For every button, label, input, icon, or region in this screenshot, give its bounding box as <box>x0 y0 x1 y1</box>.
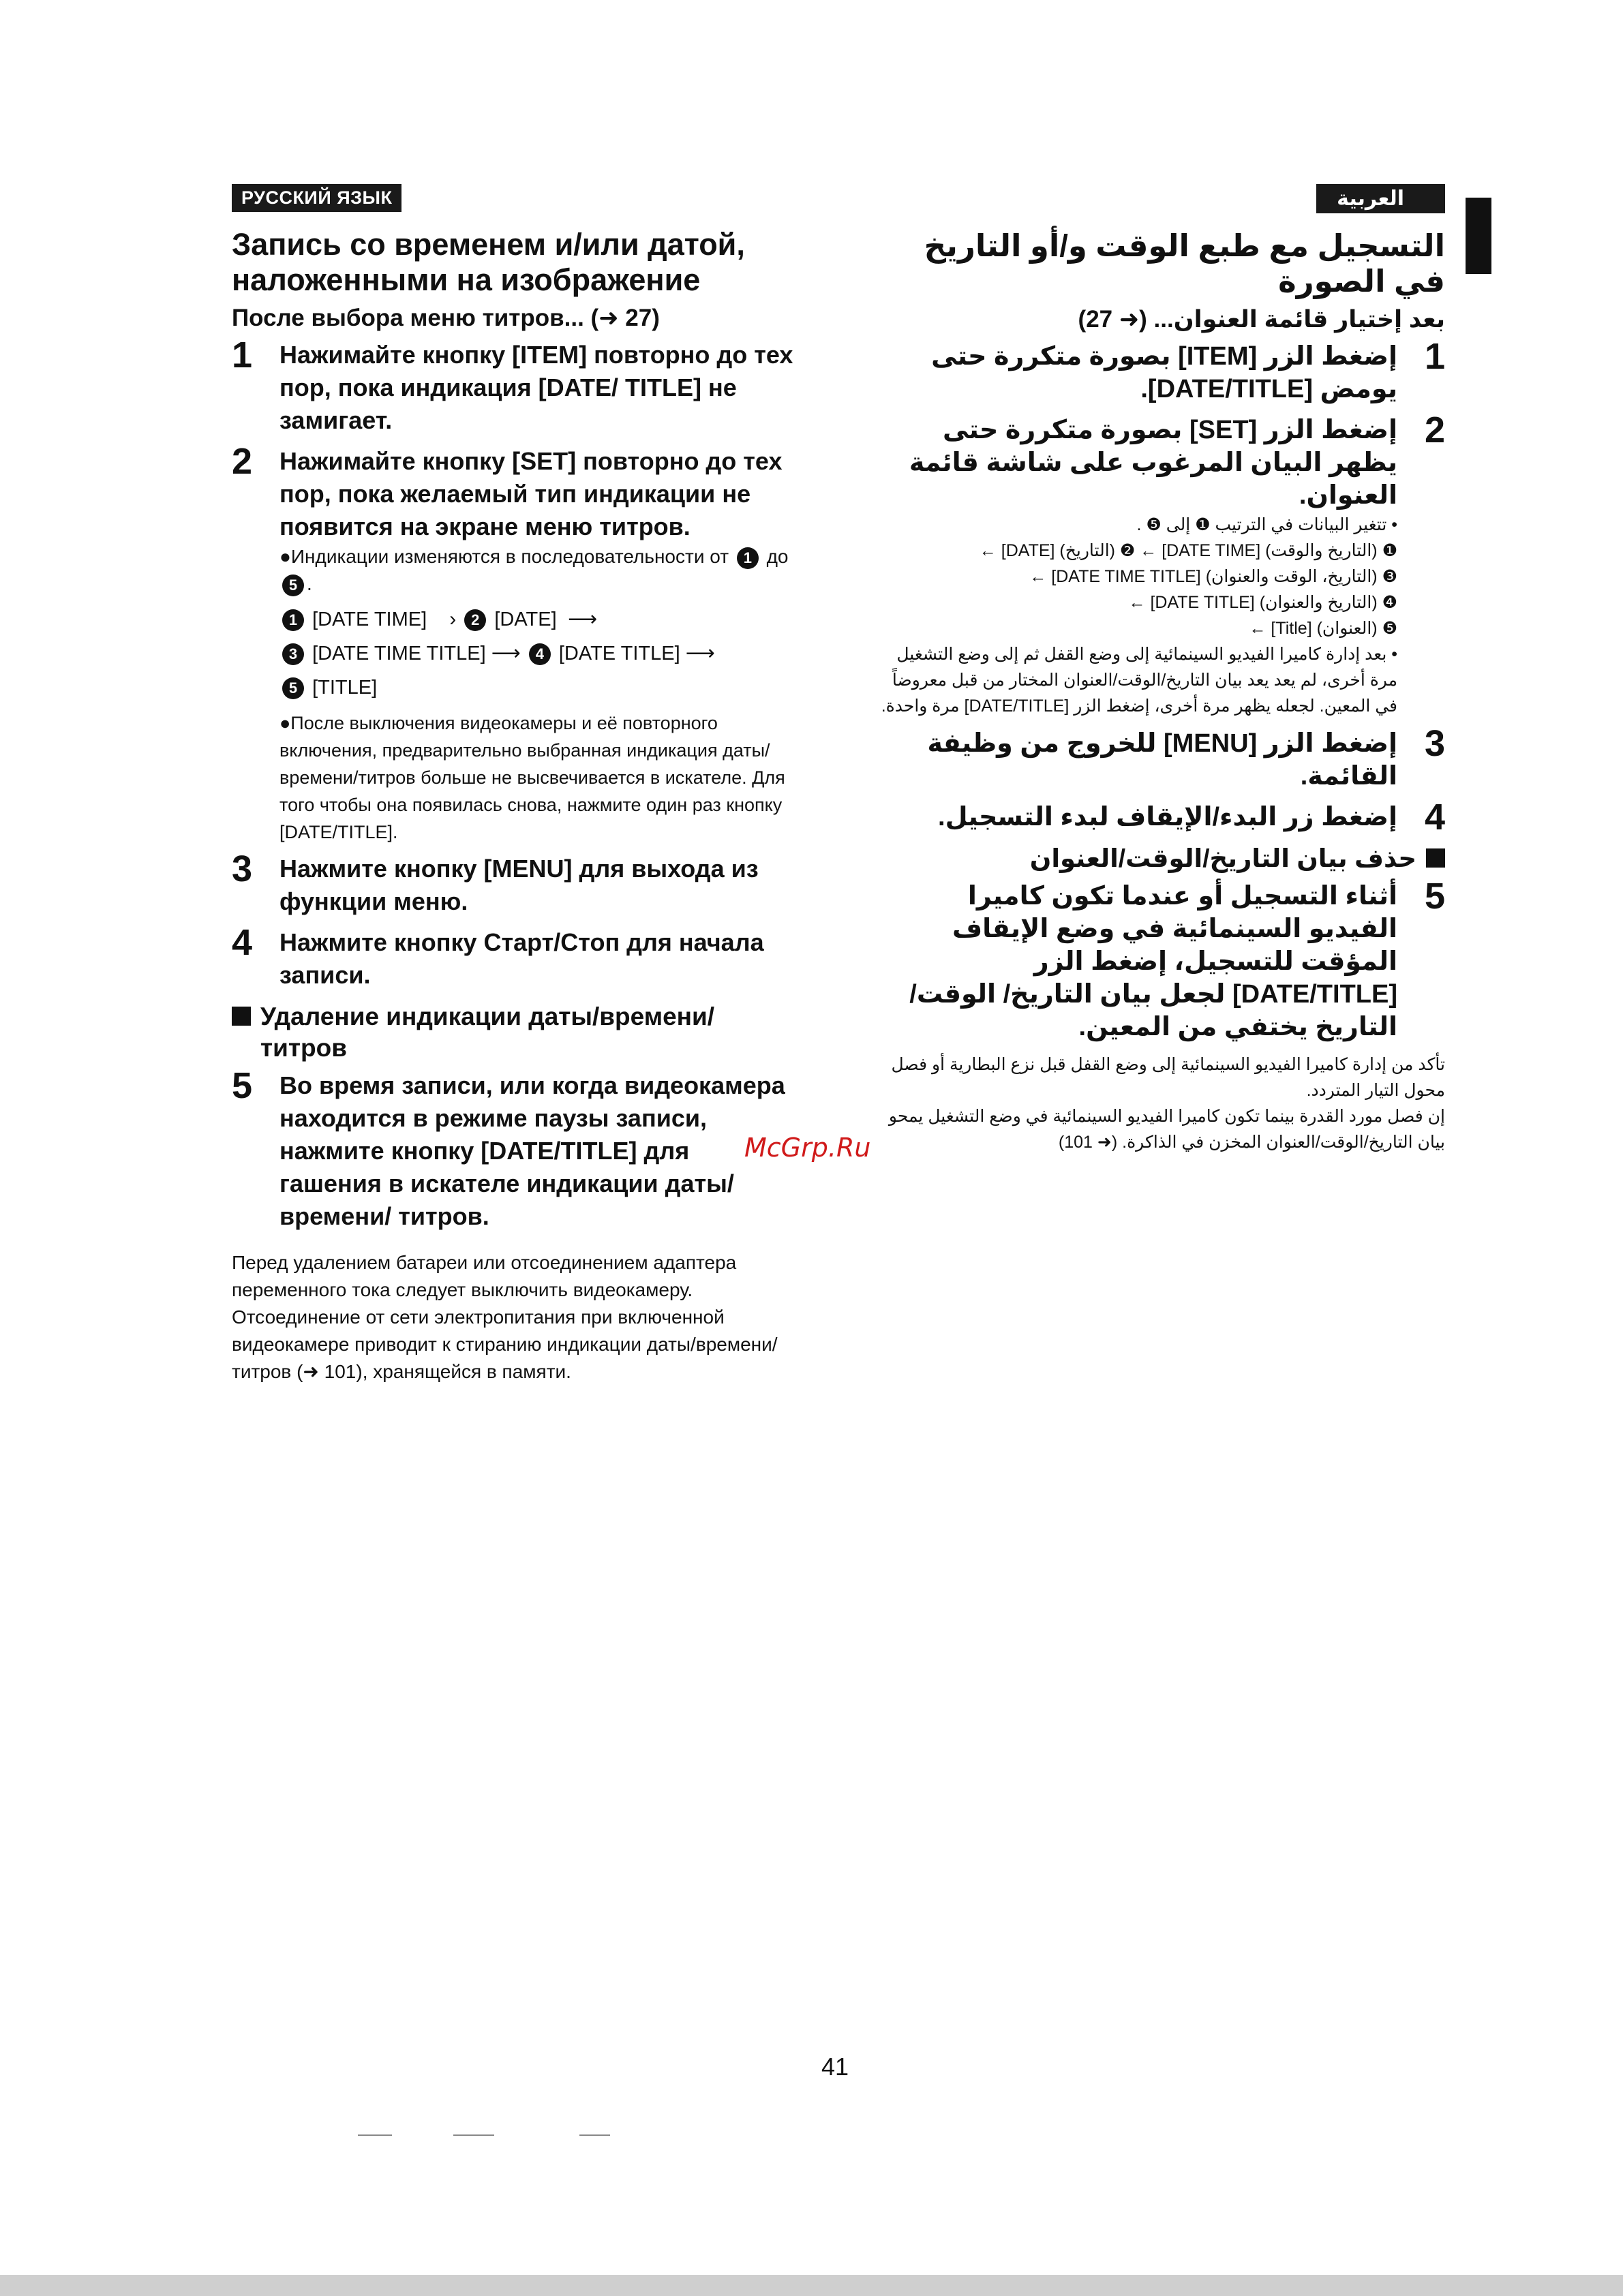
step-number: 5 <box>1424 876 1445 917</box>
page-title-russian: Запись со временем и/или датой, наложенными на изображение <box>232 227 745 297</box>
seq-date-time: [DATE TIME] <box>312 609 427 630</box>
sequence-line-ar-2: ❸ (التاريخ، الوقت والعنوان) [DATE TIME TITLE] ← <box>1029 567 1397 586</box>
step-number: 3 <box>232 848 253 889</box>
ar-step-3 <box>879 723 1445 793</box>
footer-note-arabic-1: تأكد من إدارة كاميرا الفيديو السينمائية إلى وضع القفل قبل نزع البطارية أو فصل محول التيار المتردد. <box>891 1055 1445 1100</box>
step-number: 5 <box>232 1065 253 1106</box>
footer-note-arabic-2: إن فصل مورد القدرة بينما تكون كاميرا الفيديو السينمائية في وضع التشغيل يمحو بيان التاريخ/الوقت/العنوان المخزن في الذاكرة. (➜ 101) <box>888 1107 1445 1152</box>
sequence-line-ar-4: ❺ (العنوان) [Title] ← <box>1249 619 1397 638</box>
step-body <box>879 414 1397 719</box>
step-text: أثناء التسجيل أو عندما تكون كاميرا الفيديو السينمائية في وضع الإيقاف المؤقت للتسجيل، إضغط الزر [DATE/TITLE] لجعل بيان التاريخ/ الوقت/التاريخ يختفي من المعين. <box>909 882 1397 1041</box>
order-note: ●Индикации изменяются в последовательности от 1 до 5 . <box>279 543 798 598</box>
note-after-power-off: ●После выключения видеокамеры и её повторного включения, предварительно выбранная индикация даты/времени/титров больше не высвечивается в искателе. Для того чтобы она появилась снова, нажмите один раз кнопку [DATE/TITLE]. <box>279 713 785 842</box>
step-text: إضغط الزر [MENU] للخروج من وظيفة القائمة. <box>927 729 1397 791</box>
step-text: إضغط الزر [SET] بصورة متكررة حتى يظهر البيان المرغوب على شاشة قائمة العنوان. <box>909 416 1397 510</box>
step-body <box>279 445 798 598</box>
square-bullet-icon <box>232 1007 251 1026</box>
step-number: 2 <box>232 441 253 482</box>
order-note-text: ●Индикации изменяются в последовательности от <box>279 546 729 567</box>
after-menu-line-arabic: بعد إختيار قائمة العنوان... (➜ 27) <box>1078 306 1445 333</box>
step-4 <box>232 922 798 992</box>
circled-1-icon: 1 <box>737 547 759 569</box>
circled-1-icon: 1 <box>282 609 304 631</box>
step-text: Нажимайте кнопку [SET] повторно до тех пор, пока желаемый тип индикации не появится на экране меню титров. <box>279 447 783 540</box>
step-number: 3 <box>1424 723 1445 764</box>
delete-heading-arabic <box>879 843 1445 874</box>
seq-date-title: [DATE TITLE] <box>558 643 680 664</box>
scan-mark <box>453 2134 494 2136</box>
page-number: 41 <box>821 2053 849 2081</box>
seq-date-time-title: [DATE TIME TITLE] <box>312 643 486 664</box>
sequence-line-1 <box>279 607 798 632</box>
section-tab-marker <box>1466 198 1491 274</box>
circled-2-icon: 2 <box>464 609 486 631</box>
step-text: إضغط زر البدء/الإيقاف لبدء التسجيل. <box>938 803 1397 831</box>
step-2 <box>232 441 798 598</box>
square-bullet-icon <box>1426 848 1445 868</box>
ar-step-4 <box>879 797 1445 838</box>
language-badge-arabic: العربية <box>1316 184 1445 213</box>
delete-heading-russian <box>232 1001 798 1064</box>
step-text: Нажмите кнопку [MENU] для выхода из функции меню. <box>279 855 759 915</box>
sequence-line-ar-1: ❶ (التاريخ والوقت) [DATE TIME] ← ❷ (التاريخ) [DATE] ← <box>979 541 1397 560</box>
ar-step-1 <box>879 336 1445 405</box>
circled-4-icon: 4 <box>529 643 551 665</box>
step-text: Во время записи, или когда видеокамера находится в режиме паузы записи, нажмите кнопку [DATE/TITLE] для гашения в искателе индикации даты/времени/ титров. <box>279 1071 785 1230</box>
footer-note-russian: Перед удалением батареи или отсоединением адаптера переменного тока следует выключить видеокамеру. Отсоединение от сети электропитания при включенной видеокамере приводит к стиранию индикации даты/времени/титров (➜ 101), хранящейся в памяти. <box>232 1252 778 1382</box>
arabic-column <box>879 184 1445 1155</box>
step-text: إضغط الزر [ITEM] بصورة متكررة حتى يومض [DATE/TITLE]. <box>931 342 1397 403</box>
step-text: Нажимайте кнопку [ITEM] повторно до тех пор, пока индикация [DATE/ TITLE] не замигает. <box>279 341 793 434</box>
sequence-line-3 <box>279 675 798 700</box>
page-title-arabic: التسجيل مع طبع الوقت و/أو التاريخ في الصورة <box>924 228 1445 299</box>
circled-5-icon: 5 <box>282 677 304 699</box>
scan-mark <box>579 2134 610 2136</box>
step-number: 2 <box>1424 410 1445 450</box>
step-number: 4 <box>1424 797 1445 838</box>
language-badge-russian: РУССКИЙ ЯЗЫК <box>232 184 401 212</box>
step-number: 1 <box>232 335 253 376</box>
russian-column <box>232 184 798 1386</box>
ar-step-5 <box>879 876 1445 1043</box>
arrow-right-icon: ⟶ <box>491 642 521 664</box>
after-menu-line: После выбора меню титров... (➜ 27) <box>232 305 660 331</box>
order-note-arabic: • تتغير البيانات في الترتيب ❶ إلى ❺ . <box>1136 515 1397 534</box>
watermark: McGrp.Ru <box>744 1133 871 1163</box>
ar-step-2 <box>879 410 1445 719</box>
scan-bottom-edge <box>0 2275 1623 2296</box>
delete-heading-text: Удаление индикации даты/времени/ титров <box>260 1002 715 1062</box>
step-number: 4 <box>232 922 253 963</box>
delete-heading-text: حذف بيان التاريخ/الوقت/العنوان <box>1029 844 1416 872</box>
sequence-line-ar-3: ❹ (التاريخ والعنوان) [DATE TITLE] ← <box>1128 593 1397 612</box>
seq-date: [DATE] <box>494 609 557 630</box>
step-3 <box>232 848 798 918</box>
circled-3-icon: 3 <box>282 643 304 665</box>
seq-title: [TITLE] <box>312 677 378 699</box>
scan-mark <box>358 2134 392 2136</box>
arrow-right-icon: ⟶ <box>562 608 598 630</box>
step-5 <box>232 1065 798 1233</box>
step-number: 1 <box>1424 336 1445 377</box>
order-note-to: до <box>766 546 789 567</box>
sequence-line-2 <box>279 641 798 666</box>
arrow-right-icon: › <box>432 608 457 630</box>
circled-5-icon: 5 <box>282 575 304 596</box>
note-after-power-off-arabic: • بعد إدارة كاميرا الفيديو السينمائية إلى وضع القفل ثم إلى وضع التشغيل مرة أخرى، لم يعد يعد بيان التاريخ/الوقت/العنوان المختار من قبل معروضاً في المعين. لجعله يظهر مرة أخرى، إضغط الزر [DATE/TITLE] مرة واحدة. <box>881 645 1397 716</box>
step-1 <box>232 335 798 437</box>
step-text: Нажмите кнопку Старт/Стоп для начала записи. <box>279 928 764 989</box>
arrow-right-icon: ⟶ <box>685 642 715 664</box>
